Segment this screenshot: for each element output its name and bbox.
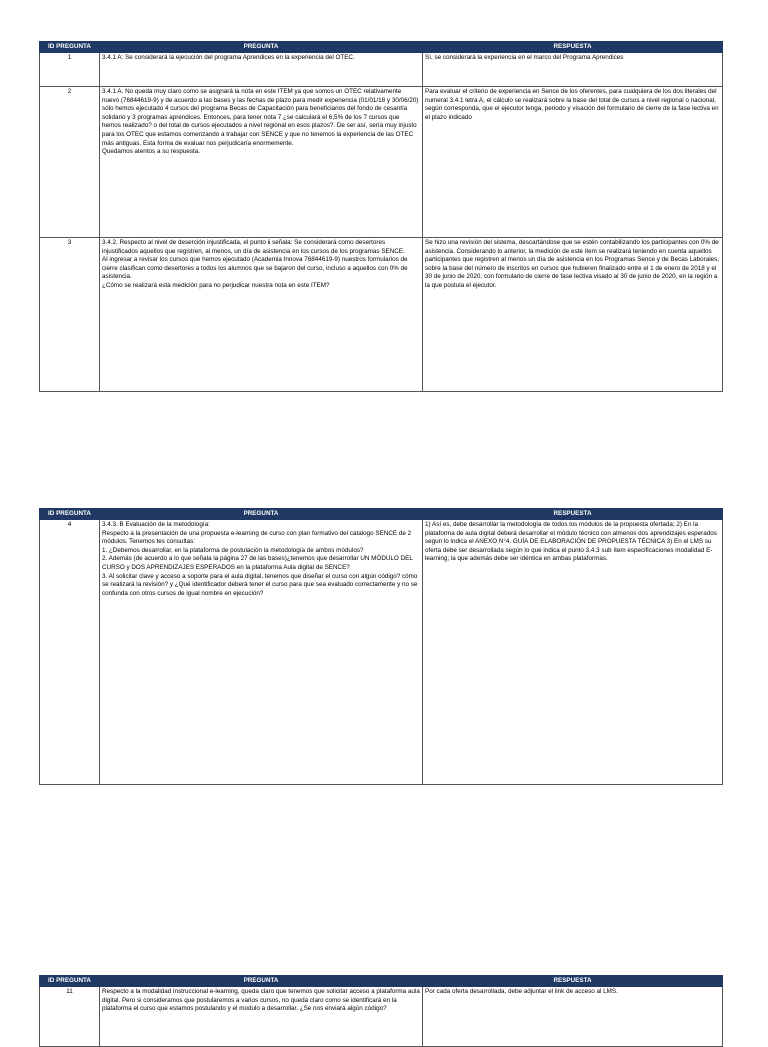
- question-text: 3.4.1 A. No queda muy claro como se asignará la nota en este ITEM ya que somos un OTEC relativamente nuevo (76844619-9) y de acuerdo a las bases y las fechas de plazo para medir experiencia (01/01/18 y 30/06/20) sólo hemos ejecutado 4 cursos del programa Becas de Capacitación para beneficiarios del fondo de cesantía solidario y 3 programas aprendices. Entonces, para tener nota 7 ¿se calculará el 6,5% de los 7 cursos que hemos realizado? o del total de cursos ejecutados a nivel regional en esos plazos?. De ser así, sería muy injusto para los OTEC que estamos comenzando a trabajar con SENCE y que no tenemos la experiencia de las OTEC más antiguas. Esta forma de evaluar nos perjudicaría enormemente. Quedamos atentos a su respuesta.: [100, 87, 423, 238]
- table-row: [40, 87, 723, 238]
- answer-text: Para evaluar el criterio de experiencia en Sence de los oferentes, para cualquiera de los dos literales del numeral 3.4.1 letra A, el cálculo se realizará sobre la base del total de cursos a nivel regional o nacional, según corresponda, que el ejecutor tenga, periodo y visación del formulario de cierre de la fase lectiva en el plazo indicado: [423, 87, 723, 238]
- question-text: 3.4.2. Respecto al nivel de deserción injustificada, el punto ii señala: Se considerará como desertores injustificados aquellos que registren, al menos, un día de asistencia en los cursos de los programas SENCE. Al ingresar a revisar los cursos que hemos ejecutado (Academia Innova 76844619-9) nuestros formularios de cierre clasifican como desertores a todos los alumnos que se bajaron del curso, incluso a aquellos con 0% de asistencia. ¿Cómo se realizará esta medición para no perjudicar nuestra nota en este ITEM?: [100, 238, 423, 392]
- qa-table-1: [39, 41, 723, 392]
- header-question: PREGUNTA: [100, 509, 423, 520]
- answer-text: Sí, se considerará la experiencia en el marco del Programa Aprendices: [423, 53, 723, 87]
- header-row: [40, 976, 723, 987]
- table-row: [40, 520, 723, 785]
- question-id: 1: [40, 53, 100, 87]
- question-text: 3.4.1 A: Se considerará la ejecución del programa Aprendices en la experiencia del OTEC.: [100, 53, 423, 87]
- question-text: 3.4.3. B Evaluación de la metodología: Respecto a la presentación de una propuesta e-learning de curso con plan formativo del catalogo SENCE de 2 módulos. Tenemos tes consultas: 1. ¿Debemos desarrollar, en la plataforma de postulación la metodología de ambos módulos? 2. Además (de acuerdo a lo que señala la página 27 de las bases)¿tenemos que desarrollar UN MÓDULO DEL CURSO y DOS APRENDIZAJES ESPERADOS en la plataforma Aula digital de SENCE? 3. Al solicitar clave y acceso a soporte para el aula digital, tenemos que diseñar el curso con algún código? cómo se realizará la revisión? y ¿Qué identificador deberá tener el curso para que sea evaluado correctamente y no se confunda con otros cursos de igual nombre en ejecución?: [100, 520, 423, 785]
- header-row: [40, 42, 723, 53]
- question-id: 4: [40, 520, 100, 785]
- question-id: 3: [40, 238, 100, 392]
- answer-text: Por cada oferta desarrollada, debe adjuntar el link de acceso al LMS.: [423, 987, 723, 1047]
- table-row: [40, 987, 723, 1047]
- question-id: 11: [40, 987, 100, 1047]
- table-row: [40, 53, 723, 87]
- header-id: ID PREGUNTA: [40, 509, 100, 520]
- header-row: [40, 509, 723, 520]
- question-id: 2: [40, 87, 100, 238]
- table-row: [40, 238, 723, 392]
- qa-table-2: [39, 508, 723, 785]
- answer-text: 1) Así es, debe desarrollar la metodología de todos los módulos de la propuesta ofertada; 2) En la plataforma de aula digital deberá desarrollar el módulo técnico con almenos dos aprendizajes esperados segun lo indica el ANEXO N°4. GUÍA DE ELABORACIÓN DE PROPUESTA TÉCNICA 3) En el LMS su oferta debe ser desarrollada según lo que indica el punto 3.4.3 sub ítem especificaciones modalidad E-learning; la que además debe ser idéntica en ambas plataformas.: [423, 520, 723, 785]
- header-answer: RESPUESTA: [423, 42, 723, 53]
- answer-text: Se hizo una revisión del sistema, descartándose que se estén contabilizando los participantes con 0% de asistencia. Considerando lo anterior, la medición de este ítem se realizará teniendo en cuenta aquellos participantes que registren al menos un día de asistencia en los Programas Sence y de Becas Laborales, sobre la base del número de inscritos en cursos que hubieren finalizado entre el 1 de enero de 2018 y el 30 de junio de 2020, con formulario de cierre de fase lectiva visado al 30 de junio de 2020, en la región a la que postula el ejecutor.: [423, 238, 723, 392]
- qa-table-3: [39, 975, 723, 1047]
- header-question: PREGUNTA: [100, 976, 423, 987]
- header-answer: RESPUESTA: [423, 976, 723, 987]
- header-id: ID PREGUNTA: [40, 976, 100, 987]
- header-answer: RESPUESTA: [423, 509, 723, 520]
- header-question: PREGUNTA: [100, 42, 423, 53]
- question-text: Respecto a la modalidad instruccional e-learning, queda claro que tenemos que solicitar acceso a plataforma aula digital. Pero si consideramos que postularemos a varios cursos, no queda claro como se identificará en la plataforma el curso que estamos postulando y el modulo a desarrollar. ¿Se nos enviará algún código?: [100, 987, 423, 1047]
- header-id: ID PREGUNTA: [40, 42, 100, 53]
